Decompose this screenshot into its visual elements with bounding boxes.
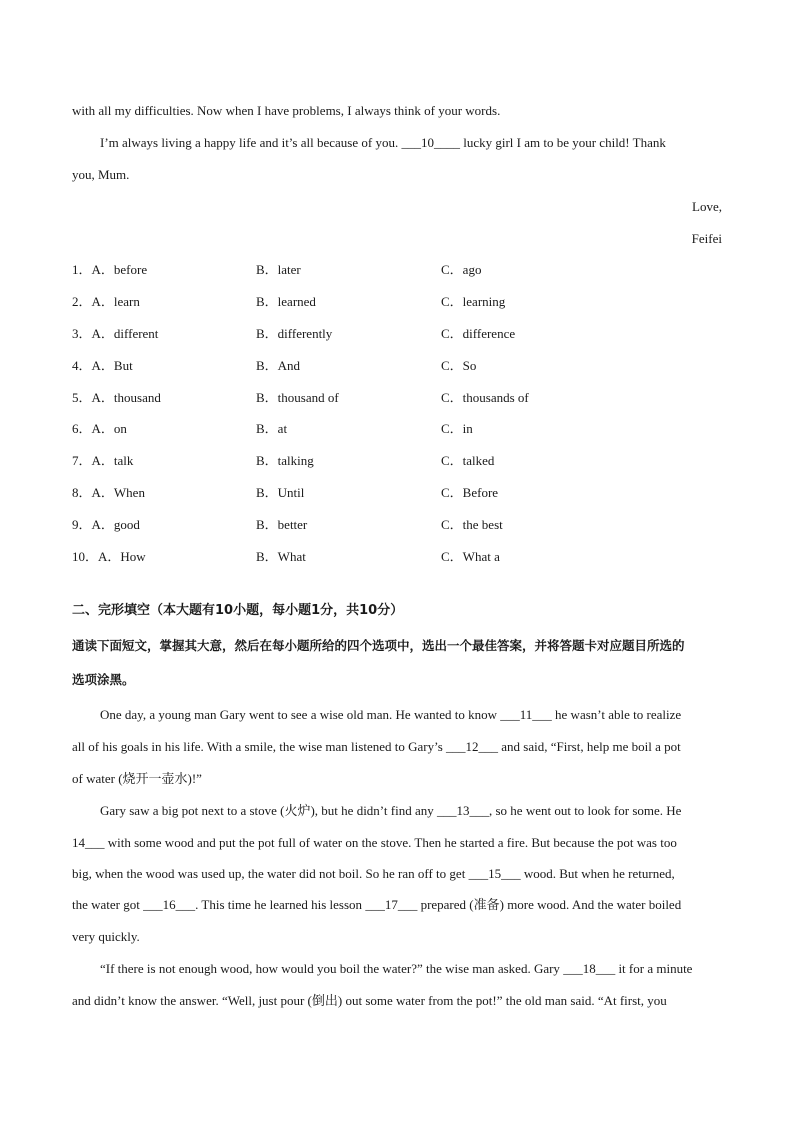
letter-closing: Love, [692, 199, 722, 214]
text-span: . This time he learned his lesson [195, 897, 366, 912]
question-3-option-a: 3．A．different [72, 326, 159, 341]
question-5-option-b: B．thousand of [256, 390, 339, 405]
question-4-option-b: B．And [256, 358, 301, 373]
question-5-option-c: C．thousands of [441, 390, 529, 405]
passage1-line2-start: I’m always living a happy life and it’s all because of you. [100, 135, 402, 150]
text-span: big, when the wood was used up, the water did not boil. So he ran off to get [72, 866, 469, 881]
question-3-option-c: C．difference [441, 326, 516, 341]
passage2-p2-line5: very quickly. [72, 929, 140, 944]
question-7-option-a: 7．A．talk [72, 453, 134, 468]
passage2-p3-line2: and didn’t know the answer. “Well, just pour (倒出) out some water from the pot!” the old man said. “At first, you [72, 993, 667, 1008]
question-10-option-a: 10．A．How [72, 549, 146, 564]
question-4-option-c: C．So [441, 358, 477, 373]
passage2-p1-line1 [100, 707, 722, 723]
text-span: all of his goals in his life. With a smile, the wise man listened to Gary’s [72, 739, 447, 754]
question-9-option-a: 9．A．good [72, 517, 140, 532]
text-span: One day, a young man Gary went to see a wise old man. He wanted to know [100, 707, 501, 722]
section-2-instructions-line2: 选项涂黑。 [72, 672, 135, 687]
passage1-line2 [100, 135, 722, 151]
passage2-p3-line1 [100, 961, 722, 977]
blank-15: ___15___ [468, 866, 521, 881]
blank-14: 14___ [72, 835, 105, 850]
question-1-option-a: 1．A．before [72, 262, 148, 277]
text-span: prepared (准备) more wood. And the water boiled [417, 897, 682, 912]
question-8-option-b: B．Until [256, 485, 305, 500]
passage1-line2-end: lucky girl I am to be your child! Thank [459, 135, 666, 150]
passage2-p2-line4 [72, 897, 722, 913]
question-5-option-a: 5．A．thousand [72, 390, 161, 405]
question-7-option-b: B．talking [256, 453, 314, 468]
blank-11: ___11___ [500, 707, 552, 722]
text-span: “If there is not enough wood, how would you boil the water?” the wise man asked. Gary [100, 961, 564, 976]
passage2-p1-line2 [72, 739, 722, 755]
text-span: wood. But when he returned, [520, 866, 675, 881]
question-6-option-c: C．in [441, 421, 473, 436]
question-2-option-b: B．learned [256, 294, 316, 309]
text-span: he wasn’t able to realize [551, 707, 682, 722]
question-1-option-c: C．ago [441, 262, 482, 277]
text-span: Gary saw a big pot next to a stove (火炉), but he didn’t find any [100, 803, 437, 818]
question-8-option-c: C．Before [441, 485, 499, 500]
question-2-option-a: 2．A．learn [72, 294, 140, 309]
question-6-option-a: 6．A．on [72, 421, 127, 436]
question-6-option-b: B．at [256, 421, 288, 436]
question-1-option-b: B．later [256, 262, 301, 277]
text-span: it for a minute [615, 961, 693, 976]
section-2-instructions-line1: 通读下面短文，掌握其大意，然后在每小题所给的四个选项中，选出一个最佳答案，并将答题卡对应题目所选的 [72, 638, 685, 653]
blank-10: ___10____ [401, 135, 460, 150]
question-3-option-b: B．differently [256, 326, 333, 341]
question-9-option-c: C．the best [441, 517, 503, 532]
passage2-p2-line2 [72, 835, 722, 851]
text-span: , so he went out to look for some. He [488, 803, 682, 818]
question-9-option-b: B．better [256, 517, 308, 532]
passage2-p1-line3: of water (烧开一壶水)!” [72, 771, 202, 786]
question-2-option-c: C．learning [441, 294, 506, 309]
question-4-option-a: 4．A．But [72, 358, 133, 373]
letter-signature: Feifei [691, 231, 722, 246]
blank-17: ___17___ [365, 897, 418, 912]
section-2-title: 二、完形填空（本大题有10小题，每小题1分，共10分） [72, 603, 404, 618]
text-span: and said, “First, help me boil a pot [498, 739, 681, 754]
blank-12: ___12___ [446, 739, 499, 754]
blank-13: ___13___ [436, 803, 489, 818]
blank-18: ___18___ [563, 961, 616, 976]
passage2-p2-line3 [72, 866, 722, 882]
text-span: with some wood and put the pot full of water on the stove. Then he started a fire. But because the pot was too [104, 835, 677, 850]
question-8-option-a: 8．A．When [72, 485, 145, 500]
question-7-option-c: C．talked [441, 453, 495, 468]
question-10-option-c: C．What a [441, 549, 500, 564]
passage1-line1: with all my difficulties. Now when I have problems, I always think of your words. [72, 103, 501, 118]
blank-16: ___16___ [143, 897, 196, 912]
passage1-line3: you, Mum. [72, 167, 130, 182]
text-span: the water got [72, 897, 144, 912]
passage2-p2-line1 [100, 803, 722, 819]
question-10-option-b: B．What [256, 549, 306, 564]
